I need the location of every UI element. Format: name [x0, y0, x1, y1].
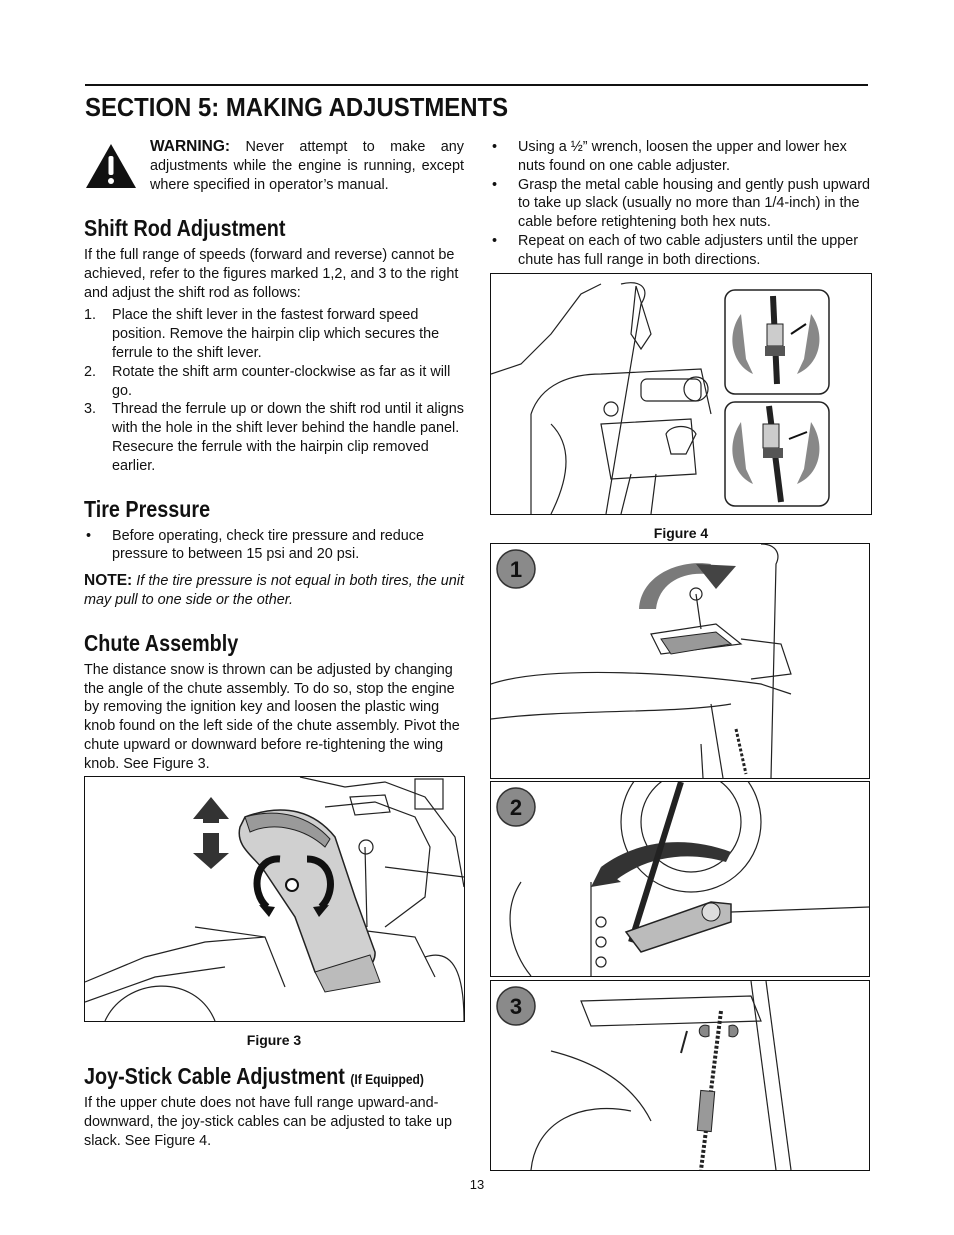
note-text: If the tire pressure is not equal in both tires, the unit may pull to one side or the other.: [84, 573, 464, 608]
step-figure-1: [490, 543, 870, 779]
warning-label: WARNING:: [150, 138, 231, 155]
list-item: [490, 138, 872, 176]
bullet-text: Using a ½” wrench, loosen the upper and lower hex nuts found on one cable adjuster.: [518, 139, 847, 174]
list-item: [84, 527, 464, 565]
chute-assembly-text: The distance snow is thrown can be adjusted by changing the angle of the chute assembly. To do so, stop the engine by removing the ignition key and loosen the plastic wing knob found on the left side of the chute assembly. Pivot the chute upward or downward before re-tightening the wing knob. See Figure 3.: [84, 661, 460, 772]
figure-3-illustration: [84, 776, 465, 1022]
step-figure-2: [490, 781, 870, 977]
bullet-text: Grasp the metal cable housing and gently push upward to take up slack (usually no more than 1/4-inch) in the cable before retightening both hex nuts.: [518, 176, 870, 231]
tire-pressure-bullets: [84, 527, 464, 565]
shift-lever-illustration: [491, 544, 869, 778]
chute-assembly-heading: Chute Assembly: [84, 629, 239, 656]
shift-rod-steps: [84, 306, 464, 475]
step-number-2: 2: [509, 795, 523, 820]
right-column: [490, 138, 872, 1019]
page-number: 13: [469, 1177, 485, 1192]
list-item: [84, 363, 464, 401]
list-item: [490, 176, 872, 232]
shift-arm-illustration: [491, 782, 869, 976]
step-number: 1.: [84, 307, 97, 324]
list-item: [490, 232, 872, 270]
step-number: 3.: [84, 401, 97, 418]
bullet-mark: •: [492, 232, 498, 249]
step-number-1: 1: [509, 557, 523, 582]
warning-block: [84, 138, 464, 198]
step-text: Place the shift lever in the fastest forward speed position. Remove the hairpin clip which secures the ferrule to the shift lever.: [112, 307, 440, 361]
up-down-arrow-icon: [193, 797, 229, 869]
step-number: 2.: [84, 363, 97, 380]
figure-4-illustration: [490, 273, 872, 515]
note-label: NOTE:: [84, 572, 133, 590]
bullet-mark: •: [492, 139, 498, 155]
warning-text: Never attempt to make any adjustments while the engine is running, except where specified in operator’s manual.: [150, 139, 464, 193]
step-text: Rotate the shift arm counter-clockwise as far as it will go.: [112, 363, 451, 399]
joystick-heading-suffix: (If Equipped): [350, 1071, 424, 1088]
header-rule: [85, 84, 868, 86]
bullet-mark: •: [86, 527, 92, 544]
figure-3-caption: Figure 3: [246, 1031, 302, 1048]
joystick-heading-text: Joy-Stick Cable Adjustment: [84, 1063, 345, 1090]
step-number-3: 3: [509, 994, 523, 1019]
left-column: [84, 138, 464, 1151]
step-badge-2: [495, 786, 537, 828]
joystick-bullets: [490, 138, 872, 270]
chute-illustration: [85, 777, 464, 1021]
detail-inset-upper: [725, 290, 829, 394]
figure-4-caption: Figure 4: [653, 524, 709, 541]
step-text: Thread the ferrule up or down the shift rod until it aligns with the hole in the shift lever behind the handle panel. Resecure the ferrule with the hairpin clip removed earlier.: [112, 401, 464, 474]
ferrule-illustration: [491, 981, 869, 1170]
tire-pressure-heading: Tire Pressure: [84, 495, 211, 522]
list-item: [84, 400, 464, 475]
step-figure-3: [490, 980, 870, 1171]
bullet-text: Repeat on each of two cable adjusters until the upper chute has full range in both directions.: [518, 232, 858, 268]
cable-adjuster-illustration: [491, 274, 871, 514]
step-badge-3: [495, 985, 537, 1027]
joystick-heading: [84, 1063, 424, 1090]
shift-rod-intro: If the full range of speeds (forward and reverse) cannot be achieved, refer to the figures marked 1,2, and 3 to the right and adjust the shift rod as follows:: [84, 247, 459, 301]
bullet-mark: •: [492, 176, 498, 193]
warning-triangle-icon: [84, 142, 138, 190]
joystick-text: If the upper chute does not have full range upward-and-downward, the joy-stick cables can be adjusted to take up slack. See Figure 4.: [84, 1095, 452, 1149]
section-title: SECTION 5: MAKING ADJUSTMENTS: [85, 92, 509, 122]
bullet-text: Before operating, check tire pressure and reduce pressure to between 15 psi and 20 psi.: [112, 527, 424, 563]
tire-note: [84, 572, 464, 610]
step-badge-1: [495, 548, 537, 590]
list-item: [84, 306, 464, 362]
detail-inset-lower: [725, 402, 829, 506]
shift-rod-heading: Shift Rod Adjustment: [84, 215, 286, 241]
